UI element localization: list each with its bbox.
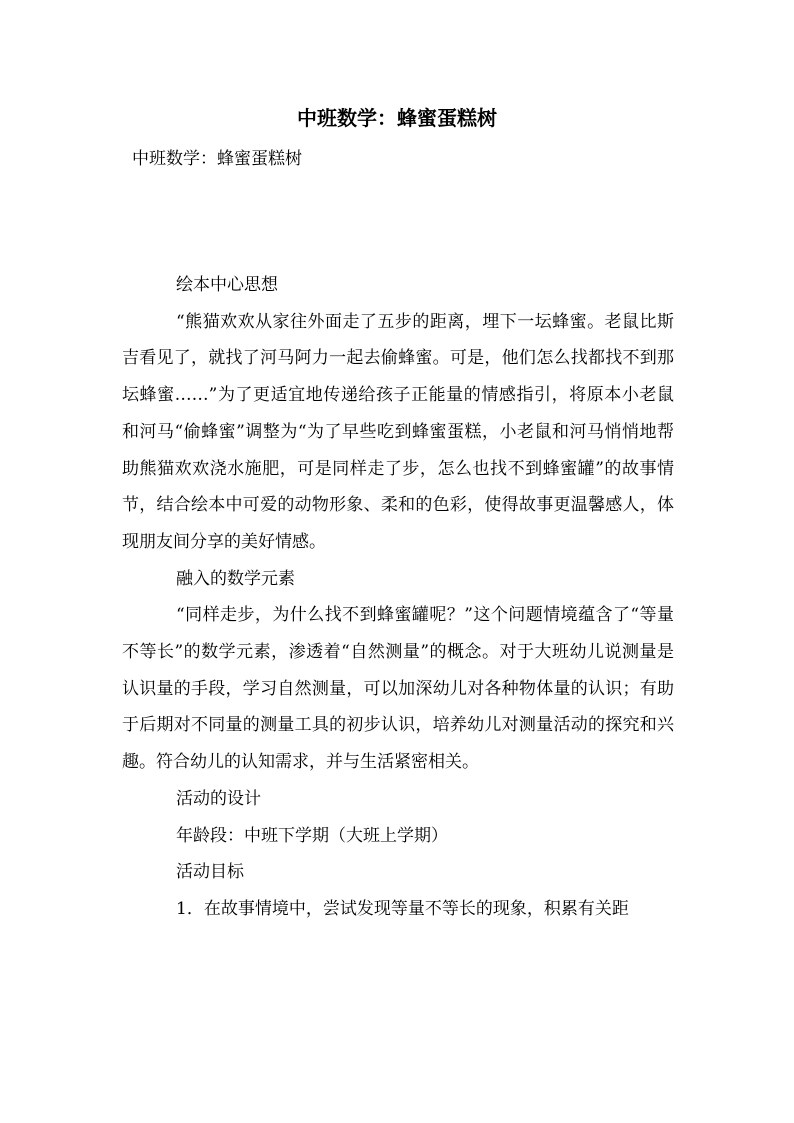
document-title: 中班数学：蜂蜜蛋糕树 (297, 106, 497, 130)
section-heading-math: 融入的数学元素 (176, 568, 295, 589)
document-body (122, 267, 674, 928)
paragraph-age: 年龄段：中班下学期（大班上学期） (176, 825, 448, 846)
paragraph-math: “同样走步，为什么找不到蜂蜜罐呢？”这个问题情境蕴含了“等量不等长”的数学元素，渗透着“自然测量”的概念。对于大班幼儿说测量是认识量的手段，学习自然测量，可以加深幼儿对各种物体量的认识；有助于后期对不同量的测量工具的初步认识，培养幼儿对测量活动的探究和兴趣。符合幼儿的认知需求，并与生活紧密相关。 (122, 605, 674, 773)
paragraph-goal-1: 1．在故事情境中，尝试发现等量不等长的现象，积累有关距 (176, 898, 629, 919)
section-heading-goals: 活动目标 (176, 862, 244, 883)
section-heading-design: 活动的设计 (176, 788, 261, 809)
paragraph-story: “熊猫欢欢从家往外面走了五步的距离，埋下一坛蜂蜜。老鼠比斯吉看见了，就找了河马阿力一起去偷蜂蜜。可是，他们怎么找都找不到那坛蜂蜜……”为了更适宜地传递给孩子正能量的情感指引，将原本小老鼠和河马“偷蜂蜜”调整为“为了早些吃到蜂蜜蛋糕，小老鼠和河马悄悄地帮助熊猫欢欢浇水施肥，可是同样走了步，怎么也找不到蜂蜜罐”的故事情节，结合绘本中可爱的动物形象、柔和的色彩，使得故事更温馨感人，体现朋友间分享的美好情感。 (122, 311, 674, 552)
section-heading-theme: 绘本中心思想 (176, 275, 278, 295)
document-subtitle: 中班数学：蜂蜜蛋糕树 (132, 149, 302, 169)
